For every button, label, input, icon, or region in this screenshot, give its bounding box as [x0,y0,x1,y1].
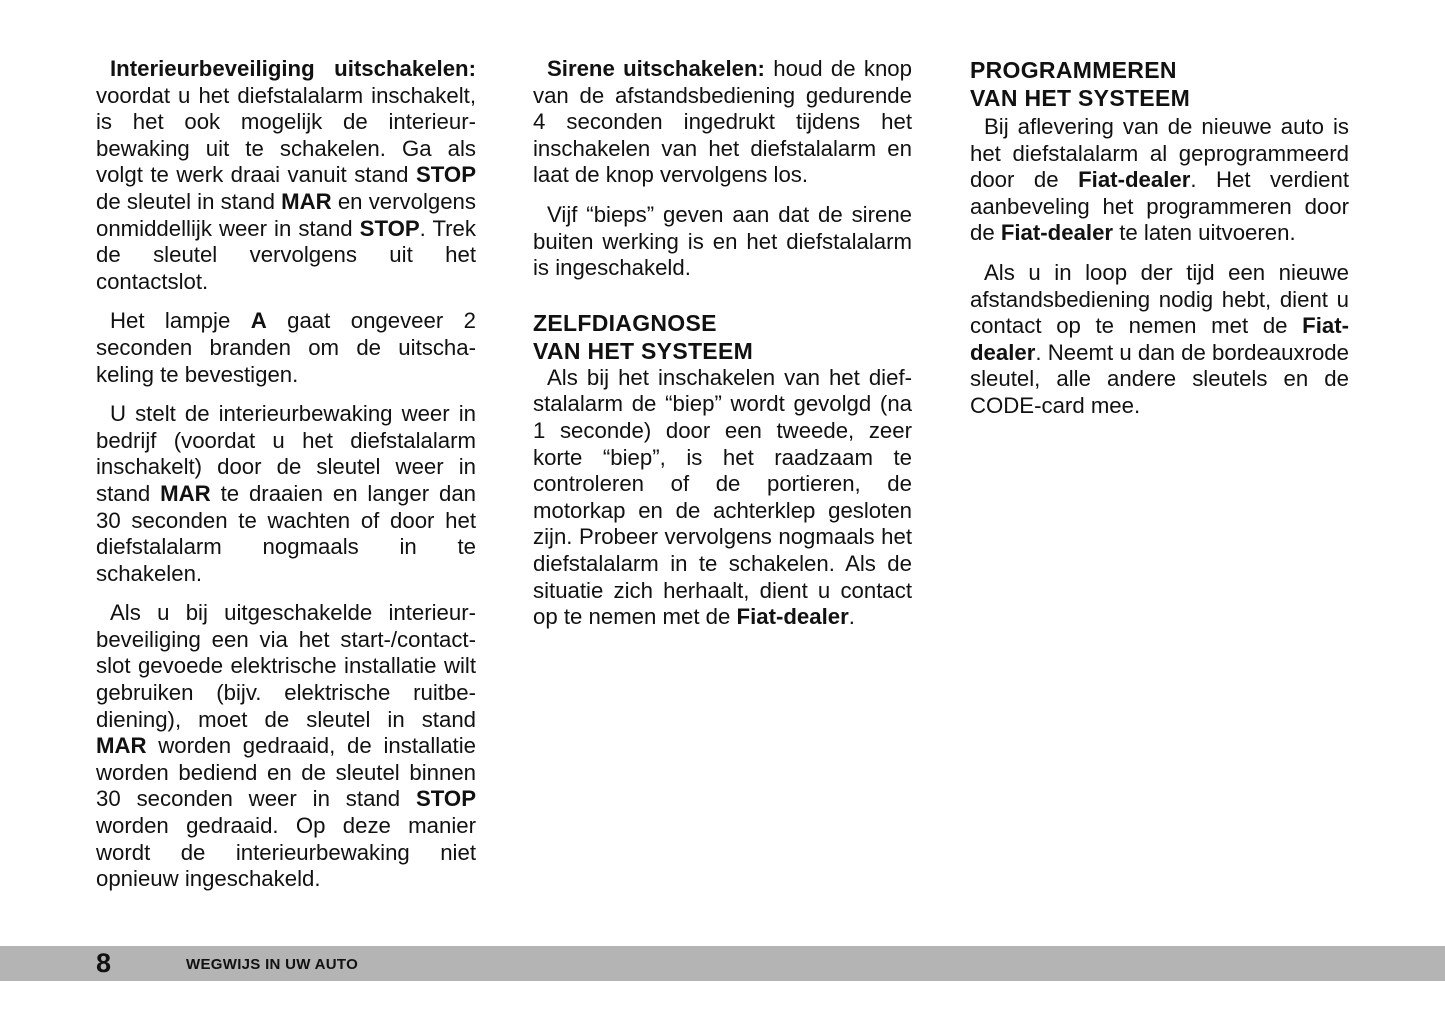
text-span: . Het verdient aanbeveling het programmeren door de [970,167,1349,246]
bold-mar: MAR [160,480,211,506]
bold-mar: MAR [281,188,332,214]
page-number: 8 [96,948,112,978]
heading-line: PROGRAMMEREN [970,57,1177,83]
text-span: houd de knop van de afstandsbediening gedurende 4 seconden ingedrukt tijdens het inschakelen van het diefstalalarm en laat de knop vervolgens los. [533,56,912,188]
text-span: . Neemt u dan de bordeauxrode sleutel, alle andere sleutels en de CODE-card mee. [970,339,1349,418]
text-span: Bij aflevering van de nieuwe auto is het diefstalalarm al geprogrammeerd door de [970,114,1349,193]
text-span: te laten uitvoeren. [1113,220,1296,246]
text-span: . [848,604,855,630]
footer-bar [0,946,1445,981]
bold-fiat-dealer: Fiat-dealer [736,604,849,630]
paragraph-reactivate [96,401,476,587]
paragraph-siren-off [533,56,912,189]
text-span: worden gedraaid. Op deze manier wordt de interieurbewaking niet opnieuw ingeschakeld. [96,813,476,892]
paragraph-new-remote [970,260,1349,420]
paragraph-interior-protection-off [96,56,476,295]
heading-line: VAN HET SYSTEEM [533,337,754,364]
heading-line: ZELFDIAGNOSE [533,309,717,336]
bold-mar: MAR [96,733,147,759]
bold-stop: STOP [415,786,476,812]
text-span: worden gedraaid, de installatie worden bediend en de sleutel binnen 30 seconden weer in stand [96,733,476,812]
bold-a: A [250,308,267,334]
lead-siren-off: Sirene uitschakelen: [547,56,765,81]
paragraph-delivery-programmed [970,114,1349,247]
text-span: voordat u het diefstalalarm inschakelt, is het ook mogelijk de interieurbewaking uit te schakelen. Ga als volgt te werk draai vanuit stand [96,82,476,188]
bold-fiat-dealer: Fiat-dealer [970,313,1349,365]
lead-interior-protection-off: Interieurbeveiliging uitschakelen: [110,56,476,81]
text-span: Als u bij uitgeschakelde interieurbeveiliging een via het start-/contactslot gevoede elektrische installatie wilt gebruiken (bijv. elektrische ruitbediening), moet de sleutel in stand [96,600,476,732]
paragraph-electrical-installation [96,600,476,893]
paragraph-five-beeps [533,202,912,282]
text-span: gaat ongeveer 2 seconden branden om de uitschakeling te bevestigen. [96,308,476,387]
text-span: Als bij het inschakelen van het diefstalalarm de “biep” wordt gevolgd (na 1 seconde) door een tweede, zeer korte “biep”, is het raadzaam te controleren of de portieren, de motorkap en de achterklep gesloten zijn. Probeer vervolgens nogmaals het diefstalalarm in te schakelen. Als de situatie zich herhaalt, dient u contact op te nemen met de [533,364,912,630]
heading-self-diagnosis [533,309,912,365]
text-column-right [970,56,1349,433]
text-span: Vijf “bieps” geven aan dat de sirene buiten werking is en het diefstalalarm is ingeschakeld. [533,201,912,281]
bold-stop: STOP [359,215,420,241]
text-span: Als u in loop der tijd een nieuwe afstandsbediening nodig hebt, dient u contact op te nemen met de [970,259,1349,339]
section-title: WEGWIJS IN UW AUTO [186,956,359,973]
text-span: te draaien en langer dan 30 seconden te wachten of door het diefstalalarm nogmaals in te schakelen. [96,480,477,586]
text-span: Het lampje [110,308,251,334]
text-span: de sleutel in stand [96,188,282,214]
text-span: U stelt de interieurbewaking weer in bedrijf (voordat u het diefstalalarm inschakelt) door de sleutel weer in stand [96,401,476,506]
paragraph-self-diagnosis [533,365,912,631]
text-span: en vervolgens onmiddellijk weer in stand [96,188,476,241]
text-span: . Trek de sleutel vervolgens uit het contactslot. [96,215,476,294]
text-column-left [96,56,476,906]
bold-stop: STOP [415,162,476,188]
paragraph-lamp-a [96,308,476,388]
bold-fiat-dealer: Fiat-dealer [1000,220,1114,246]
text-column-middle [533,56,912,644]
bold-fiat-dealer: Fiat-dealer [1078,167,1191,193]
heading-programming [970,56,1349,112]
heading-line: VAN HET SYSTEEM [970,85,1191,111]
